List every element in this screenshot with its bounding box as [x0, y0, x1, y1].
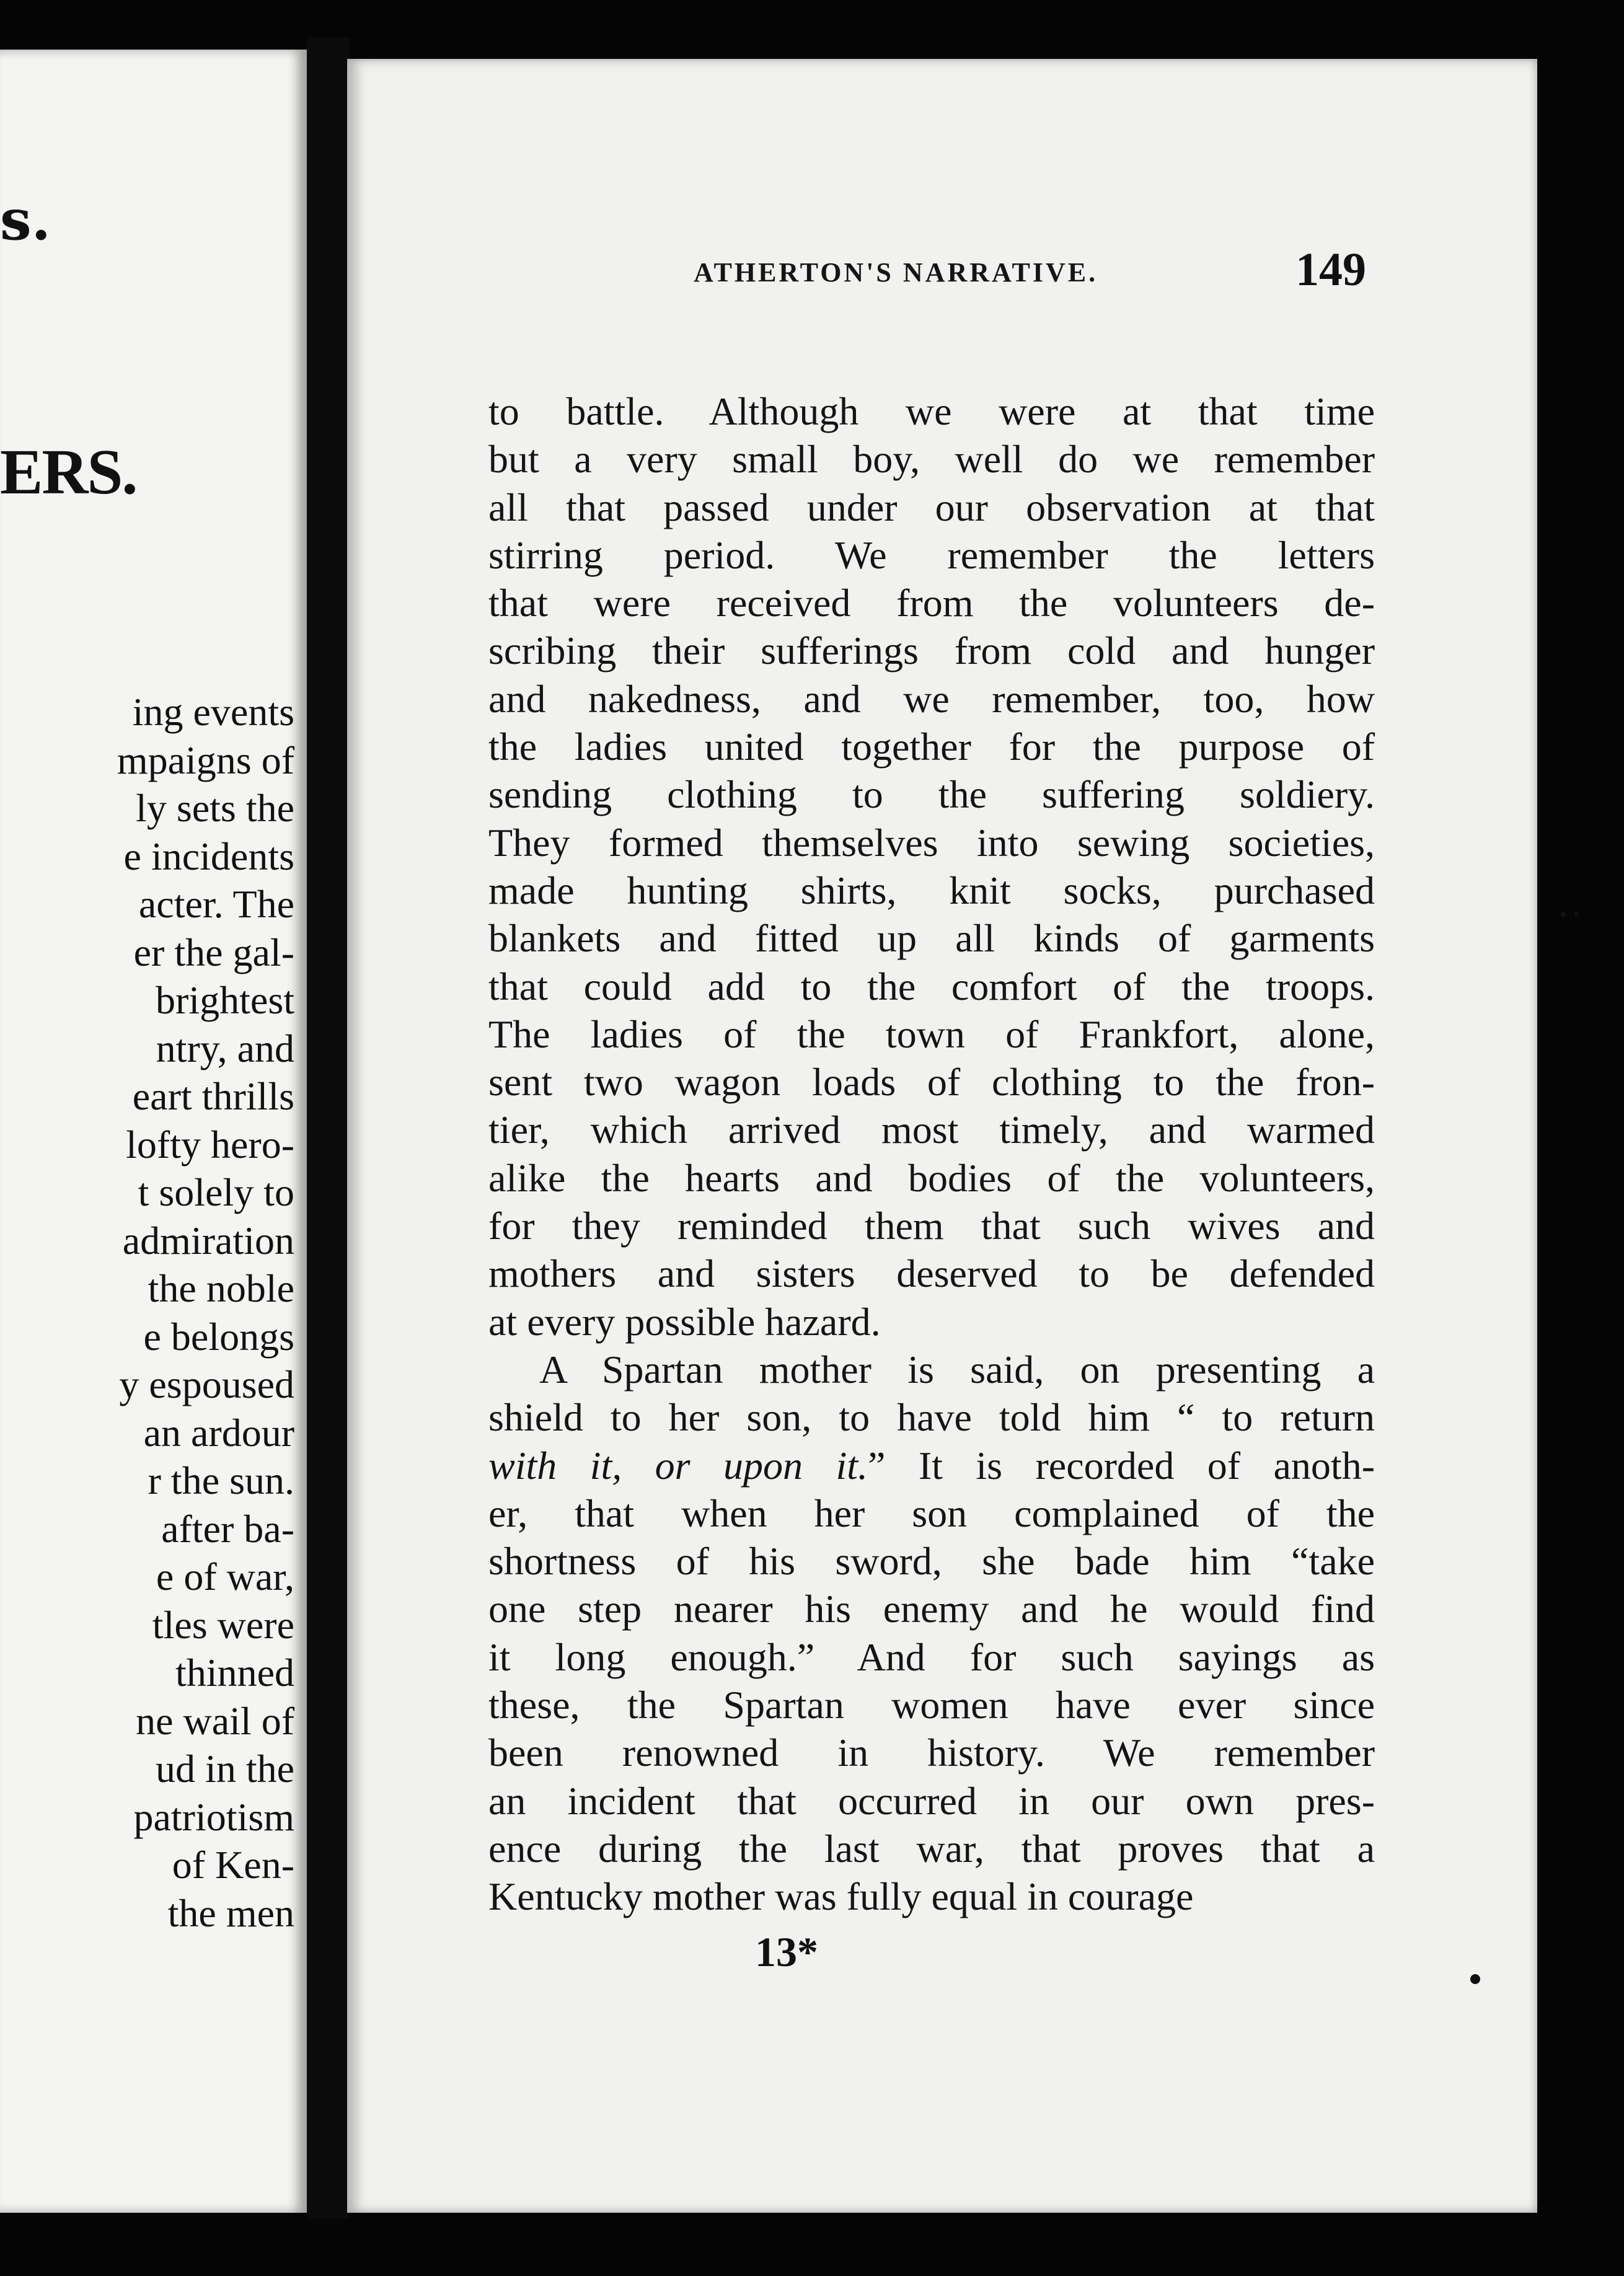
- dust-speck: [1574, 911, 1578, 916]
- text-line: at every possible hazard.: [488, 1299, 881, 1344]
- left-page-line: brightest: [156, 978, 294, 1022]
- left-page-heading: ERS.: [0, 436, 137, 508]
- text-line: these, the Spartan women have ever since: [488, 1683, 1375, 1727]
- left-page-line: t solely to: [138, 1170, 294, 1214]
- text-line: but a very small boy, well do we remember: [488, 437, 1375, 482]
- running-head: [347, 243, 1537, 305]
- left-page-line: eart thrills: [132, 1074, 294, 1118]
- text-line: mothers and sisters deserved to be defended: [488, 1251, 1375, 1296]
- italic-quote: with it, or upon it.: [488, 1443, 868, 1488]
- text-line: sending clothing to the suffering soldiery.: [488, 772, 1375, 817]
- left-page-line: of Ken-: [172, 1843, 294, 1887]
- text-line: ence during the last war, that proves that a: [488, 1826, 1375, 1871]
- text-line: blankets and fitted up all kinds of garments: [488, 916, 1375, 961]
- text-line: Kentucky mother was fully equal in courage: [488, 1874, 1194, 1919]
- text-line: alike the hearts and bodies of the volunteers,: [488, 1155, 1375, 1200]
- left-page-line: an ardour: [143, 1410, 294, 1455]
- text-line: shortness of his sword, she bade him “take: [488, 1539, 1375, 1584]
- left-page-line: admiration: [122, 1218, 294, 1263]
- text-line: The ladies of the town of Frankfort, alone,: [488, 1012, 1375, 1056]
- left-page-line: after ba-: [161, 1506, 294, 1551]
- text-line: that could add to the comfort of the troops.: [488, 964, 1375, 1008]
- left-page-line: tles were: [152, 1602, 294, 1647]
- text-line: an incident that occurred in our own pres-: [488, 1778, 1375, 1823]
- page-number: 149: [1295, 244, 1366, 296]
- text-line: A Spartan mother is said, on presenting a: [539, 1347, 1375, 1392]
- left-page-line: e of war,: [156, 1555, 294, 1599]
- dust-speck: [1561, 911, 1566, 917]
- text-line: [488, 1442, 1375, 1489]
- left-page-line: mpaigns of: [117, 738, 294, 782]
- left-page-line: ntry, and: [156, 1026, 294, 1070]
- text-line: the ladies united together for the purpose of: [488, 725, 1375, 769]
- text-line: scribing their sufferings from cold and hunger: [488, 629, 1375, 673]
- left-page-line: e incidents: [123, 834, 294, 878]
- text-line: to battle. Although we were at that time: [488, 389, 1375, 433]
- text-line: sent two wagon loads of clothing to the fron-: [488, 1060, 1375, 1105]
- left-page-text: [0, 688, 294, 1937]
- text-line-rest: ” It is recorded of anoth-: [868, 1443, 1375, 1488]
- left-page-line: thinned: [175, 1651, 294, 1695]
- left-page-line: patriotism: [133, 1794, 294, 1839]
- body-text: [488, 387, 1375, 1921]
- left-page-line: er the gal-: [133, 930, 294, 974]
- text-line: been renowned in history. We remember: [488, 1731, 1375, 1775]
- left-page-line: acter. The: [138, 882, 294, 926]
- left-page-line: ne wail of: [136, 1698, 294, 1743]
- book-gutter: [307, 37, 350, 2219]
- left-page-line: the men: [167, 1890, 294, 1935]
- text-line: made hunting shirts, knit socks, purchased: [488, 868, 1375, 912]
- text-line: one step nearer his enemy and he would find: [488, 1587, 1375, 1631]
- signature-mark: 13*: [755, 1928, 818, 1975]
- text-line: stirring period. We remember the letters: [488, 532, 1375, 577]
- text-line: and nakedness, and we remember, too, how: [488, 676, 1375, 721]
- text-line: They formed themselves into sewing societies,: [488, 820, 1375, 865]
- left-page-mark: s.: [0, 187, 51, 253]
- left-page-line: ly sets the: [136, 786, 294, 830]
- left-facing-page: [0, 50, 307, 2213]
- text-line: for they reminded them that such wives and: [488, 1204, 1375, 1248]
- left-page-line: the noble: [148, 1266, 294, 1310]
- text-line: that were received from the volunteers de-: [488, 581, 1375, 625]
- left-page-line: e belongs: [143, 1314, 294, 1359]
- text-line: all that passed under our observation at that: [488, 485, 1375, 529]
- running-title: ATHERTON'S NARRATIVE.: [694, 257, 1098, 288]
- text-line: it long enough.” And for such sayings as: [488, 1634, 1375, 1679]
- text-line: tier, which arrived most timely, and warmed: [488, 1108, 1375, 1152]
- left-page-line: ud in the: [156, 1747, 294, 1791]
- left-page-line: lofty hero-: [126, 1122, 294, 1167]
- left-page-line: y espoused: [119, 1362, 294, 1406]
- text-line: shield to her son, to have told him “ to return: [488, 1395, 1375, 1440]
- left-page-line: ing events: [132, 690, 294, 734]
- text-line: er, that when her son complained of the: [488, 1491, 1375, 1535]
- dust-speck: [1470, 1974, 1480, 1984]
- left-page-line: r the sun.: [148, 1458, 294, 1502]
